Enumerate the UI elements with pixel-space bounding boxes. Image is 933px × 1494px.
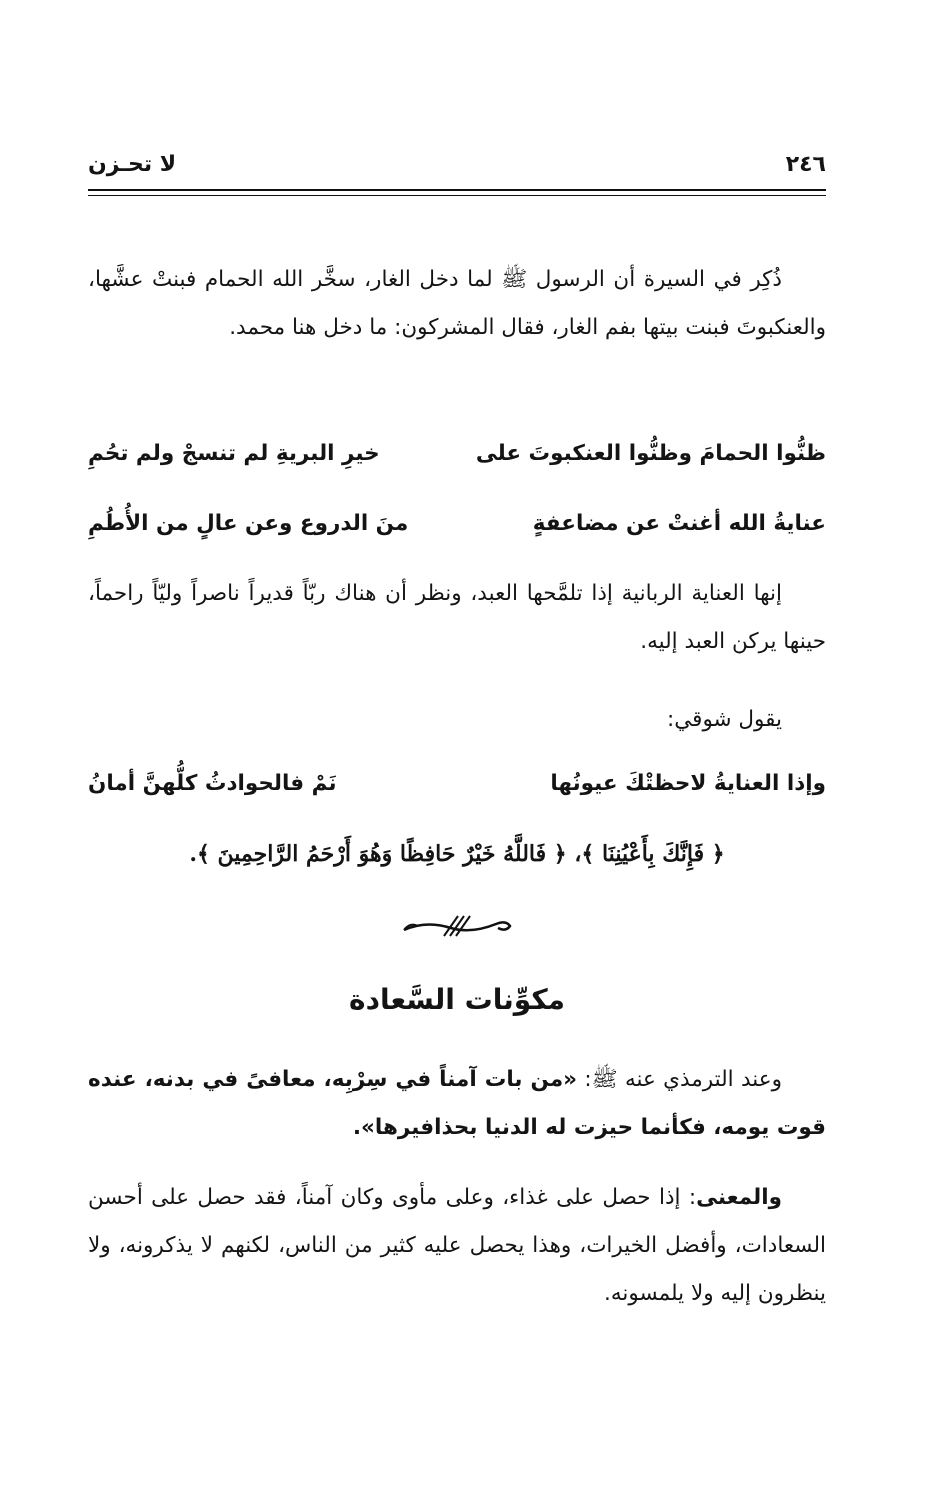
section-heading: مكوِّنات السَّعادة [349, 983, 565, 1016]
header-rule-thin [88, 195, 826, 196]
paragraph-divine-care: إنها العناية الربانية إذا تلمَّحها العبد، ونظر أن هناك ربّاً قديراً ناصراً وليّاً راحماً، حينها يركن العبد إليه. [88, 581, 826, 654]
poet-intro: يقول شوقي: [667, 707, 782, 732]
page-header [88, 152, 826, 182]
running-title: لا تحـزن [88, 152, 177, 177]
hadith-text: «من بات آمناً في سِرْبِه، معافىً في بدنه، عنده قوت يومه، فكأنما حيزت له الدنيا بحذافيرها». [88, 1067, 826, 1140]
meaning-paragraph [88, 1174, 826, 1318]
ornament-divider-icon [396, 910, 516, 940]
poem2-verse1-second-hemistich: نَمْ فالحوادثُ كلُّهنَّ أمانُ [88, 771, 337, 796]
poem1-verse2 [88, 504, 826, 544]
poem1-verse1-first-hemistich: ظنُّوا الحمامَ وظنُّوا العنكبوتَ على [475, 441, 826, 466]
header-rule-thick [88, 189, 826, 191]
poem2-verse1 [88, 764, 826, 804]
poem1-verse1 [88, 434, 826, 474]
poem1-verse1-second-hemistich: خيرِ البريةِ لم تنسجْ ولم تحُمِ [88, 441, 380, 466]
hadith-intro: وعند الترمذي عنه ﷺ: [577, 1067, 782, 1092]
page-number: ٢٤٦ [785, 152, 826, 177]
hadith-paragraph [88, 1056, 826, 1152]
paragraph-cave-story: ذُكِر في السيرة أن الرسول ﷺ لما دخل الغار، سخَّر الله الحمام فبنتْ عشَّها، والعنكبوتَ فبنت بيتها بفم الغار، فقال المشركون: ما دخل هنا محمد. [88, 267, 826, 340]
poem2-verse1-first-hemistich: وإذا العنايةُ لاحظتْكَ عيونُها [550, 771, 826, 796]
meaning-text: : إذا حصل على غذاء، وعلى مأوى وكان آمناً، فقد حصل على أحسن السعادات، وأفضل الخيرات، وهذا يحصل عليه كثير من الناس، لكنهم لا يذكرونه، ولا ينظرون إليه ولا يلمسونه. [88, 1185, 826, 1306]
poem1-verse2-first-hemistich: عنايةُ الله أغنتْ عن مضاعفةٍ [532, 511, 826, 536]
quran-verses: ﴿ فَإِنَّكَ بِأَعْيُنِنَا ﴾، ﴿ فَاللَّهُ خَيْرٌ حَافِظًا وَهُوَ أَرْحَمُ الرَّاحِمِينَ ﴾. [189, 841, 725, 867]
poem1-verse2-second-hemistich: منَ الدروع وعن عالٍ من الأُطُمِ [88, 511, 409, 536]
meaning-label: والمعنى [696, 1185, 782, 1210]
